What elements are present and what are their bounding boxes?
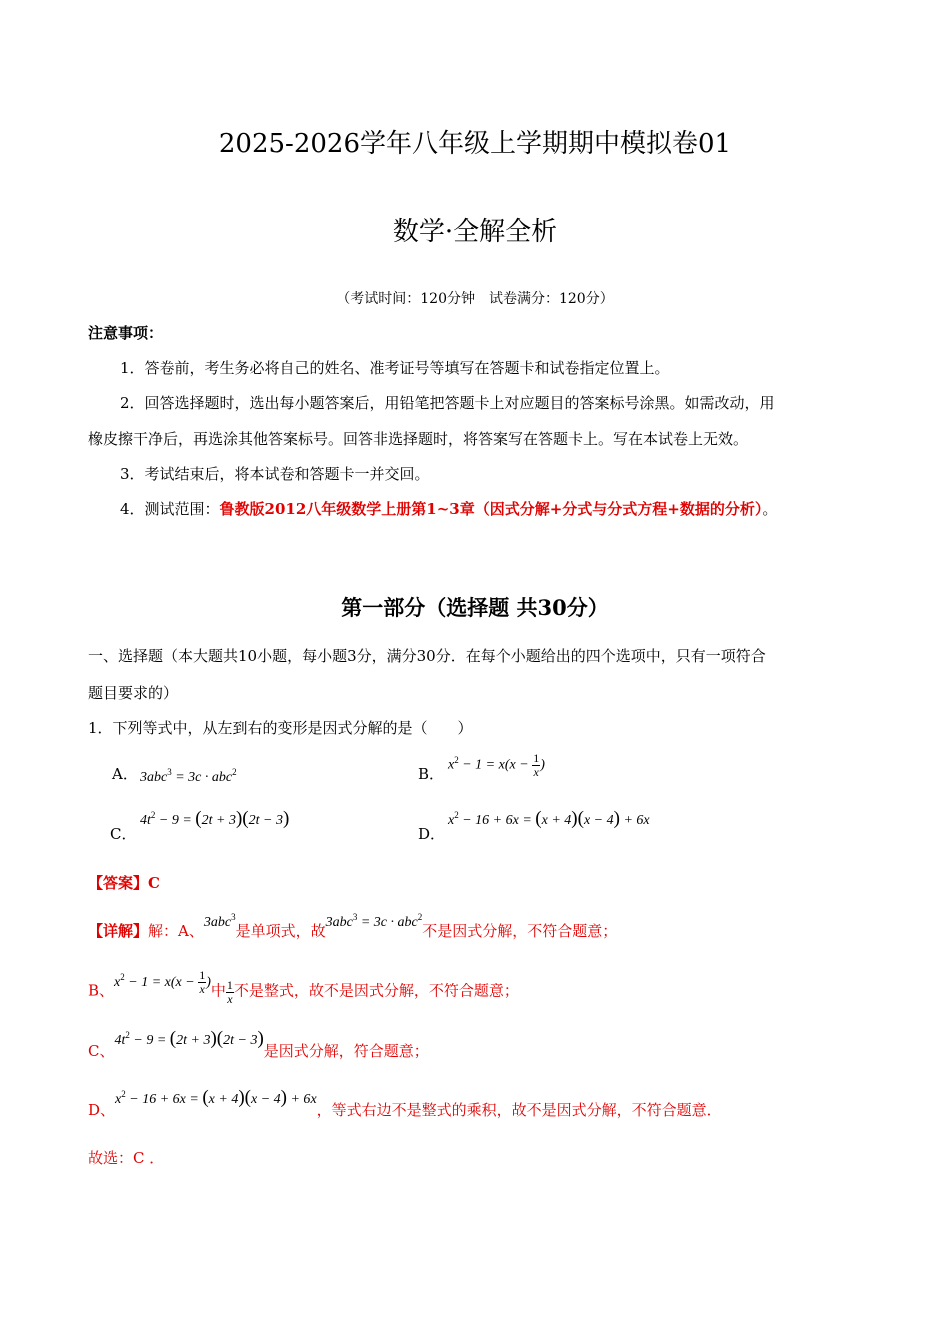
answer-value: C [148,874,160,892]
notice-item-2-line-2: 橡皮擦干净后，再选涂其他答案标号。回答非选择题时，将答案写在答题卡上。写在本试卷上无效。 [88,430,749,448]
section-1-line-2: 题目要求的） [88,684,179,702]
option-c-formula: $4t^2 - 9 = (2t + 3)(2t - 3)$ [140,808,290,829]
explanation-b-prefix: B、 [88,981,115,1000]
explanation-b-fraction: $\frac{1}{x}$ [226,978,233,1006]
notice-item-2-line-1: 2．回答选择题时，选出每小题答案后，用铅笔把答题卡上对应题目的答案标号涂黑。如需改动，用 [120,394,775,412]
explanation-c [88,1028,429,1062]
explanation-label: 【详解】 [88,922,149,940]
option-d-formula: $x^2 - 16 + 6x = (x + 4)(x - 4) + 6x$ [448,808,650,829]
notice-item-4-prefix: 4．测试范围： [120,500,220,518]
notice-heading: 注意事项： [88,324,164,342]
option-c-label: C． [110,825,137,843]
notice-item-1: 1．答卷前，考生务必将自己的姓名、准考证号等填写在答题卡和试卷指定位置上。 [120,359,670,377]
question-1-stem: 1．下列等式中，从左到右的变形是因式分解的是（ ） [88,719,473,737]
explanation-d-formula: $x^2 - 16 + 6x = (x + 4)(x - 4) + 6x$ [115,1087,317,1108]
explanation-conclusion: 故选：C ． [88,1149,165,1167]
explanation-a-prefix: 解：A、 [148,922,204,940]
explanation-c-prefix: C、 [88,1042,115,1060]
explanation-d [88,1087,722,1121]
part-1-heading: 第一部分（选择题 共30分） [341,595,609,620]
test-scope: 鲁教版2012八年级数学上册第1~3章（因式分解+分式与分式方程+数据的分析） [219,500,763,518]
explanation-b-formula: $x^2 - 1 = x(x$ − $\frac{1}{x}$ ) [114,968,211,996]
option-a-label: A． [112,765,138,783]
explanation-d-tail: ，等式右边不是整式的乘积，故不是因式分解，不符合题意． [316,1101,722,1119]
explanation-b-mid: 中 [210,981,226,1000]
option-a-formula: 3abc$^3$ = 3c · abc$^2$ [140,767,237,785]
explanation-c-tail: 是因式分解，符合题意； [263,1042,429,1060]
option-b-formula: $x^2 - 1 = x(x$ − $\frac{1}{x}$ ) [448,751,545,779]
explanation-a-tail: 不是因式分解，不符合题意； [422,922,618,940]
explanation-d-prefix: D、 [88,1101,116,1119]
explanation-a-mid: 是单项式，故 [235,922,326,940]
explanation-a-monomial: 3abc$^3$ [203,912,236,930]
section-1-line-1: 一、选择题（本大题共10小题，每小题3分，满分30分．在每个小题给出的四个选项中，只有一项符合 [88,647,766,665]
option-b-label: B． [418,765,445,783]
answer-line [88,872,160,893]
exam-info: （考试时间：120分钟 试卷满分：120分） [336,291,614,307]
explanation-a [88,912,618,941]
document-subtitle: 数学·全解全析 [392,217,558,247]
notice-item-4-suffix: 。 [762,500,778,518]
answer-label: 【答案】 [88,874,149,892]
option-d-label: D． [418,825,446,843]
explanation-b [88,968,519,1006]
notice-item-3: 3．考试结束后，将本试卷和答题卡一并交回。 [120,465,430,483]
explanation-b-tail: 不是整式，故不是因式分解，不符合题意； [233,981,519,1000]
explanation-a-formula: 3abc$^3$ = 3c · abc$^2$ [325,912,423,930]
explanation-c-formula: $4t^2 - 9 = (2t + 3)(2t - 3)$ [114,1028,264,1049]
document-title: 2025-2026学年八年级上学期期中模拟卷01 [218,129,732,159]
notice-item-4 [120,498,777,519]
